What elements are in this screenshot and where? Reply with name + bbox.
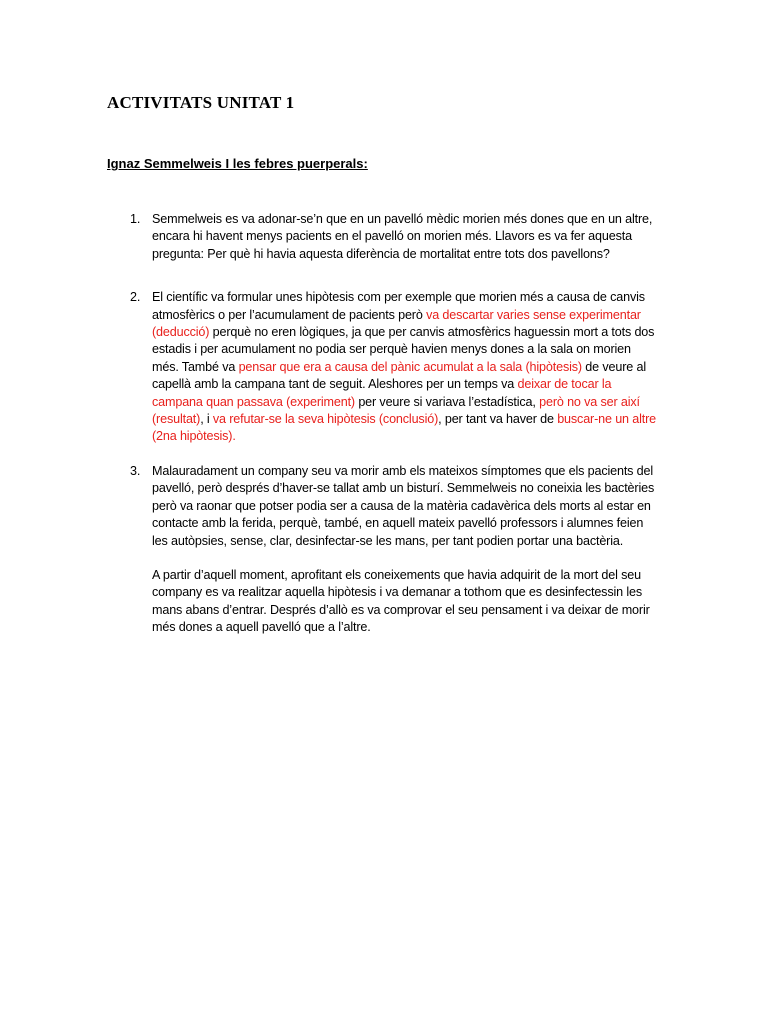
item-number: 2. (130, 290, 141, 305)
document-title: ACTIVITATS UNITAT 1 (107, 93, 295, 112)
item-text (152, 289, 660, 446)
item-text-continuation: A partir d’aquell moment, aprofitant els coneixements que havia adquirit de la mort del seu company es va realitzar aquella hipòtesis i va demanar a tothom que es desinfectessin les mans abans d’entrar. Després d’allò es va comprovar el seu pensament i va deixar de morir més dones a aquell pavelló que a l’altre. (152, 567, 650, 635)
text-segment: , per tant va haver de (438, 412, 558, 427)
list-item (130, 211, 660, 263)
highlighted-segment-experiment: deixar de tocar la campana quan passava (experiment) (152, 377, 612, 409)
item-text: Semmelweis es va adonar-se’n que en un pavelló mèdic morien més dones que en un altre, encara hi havent menys pacients en el pavelló on morien més. Llavors es va fer aquesta pregunta: Per què hi havia aquesta diferència de mortalitat entre tots dos pavellons? (152, 212, 653, 261)
highlighted-segment-second-hypothesis: buscar-ne un altre (2na hipòtesis). (152, 412, 657, 444)
text-segment: perquè no eren lògiques, ja que per canvis atmosfèrics haguessin mort a tots dos estadis i per acumulament no podia ser perquè havien menys dones a la sala on morien més. També va (152, 325, 655, 374)
text-segment: de veure al capellà amb la campana tant de seguit. Aleshores per un temps va (152, 359, 646, 392)
answer-list (130, 211, 660, 637)
highlighted-segment-result: però no va ser així (resultat) (152, 394, 640, 427)
highlighted-segment-deduction: va descartar varies sense experimentar (deducció) (152, 307, 641, 340)
text-segment: per veure si variava l’estadística, (354, 394, 540, 409)
list-item (130, 463, 660, 637)
list-item (130, 289, 660, 446)
text-segment: , i (200, 412, 213, 427)
section-subtitle: Ignaz Semmelweis I les febres puerperals: (107, 156, 368, 171)
text-segment: El científic va formular unes hipòtesis com per exemple que morien més a causa de canvis atmosfèrics o per l’acumulament de pacients però (152, 290, 645, 322)
item-number: 1. (130, 212, 141, 226)
item-text: Malauradament un company seu va morir amb els mateixos símptomes que els pacients del pavelló, però després d’haver-se tallat amb un bisturí. Semmelweis no coneixia les bactèries però va raonar que potser podia ser a causa de la matèria cadavèrica dels morts al estar en contacte amb la ferida, perquè, també, en aquell mateix pavelló professors i alumnes feien les autòpsies, sense, clar, desinfectar-se les mans, per tant podien portar una bactèria. (152, 463, 655, 548)
highlighted-segment-conclusion: va refutar-se la seva hipòtesis (conclusió) (212, 412, 439, 427)
highlighted-segment-hypothesis: pensar que era a causa del pànic acumulat a la sala (hipòtesis) (238, 359, 582, 374)
item-number: 3. (130, 463, 141, 478)
